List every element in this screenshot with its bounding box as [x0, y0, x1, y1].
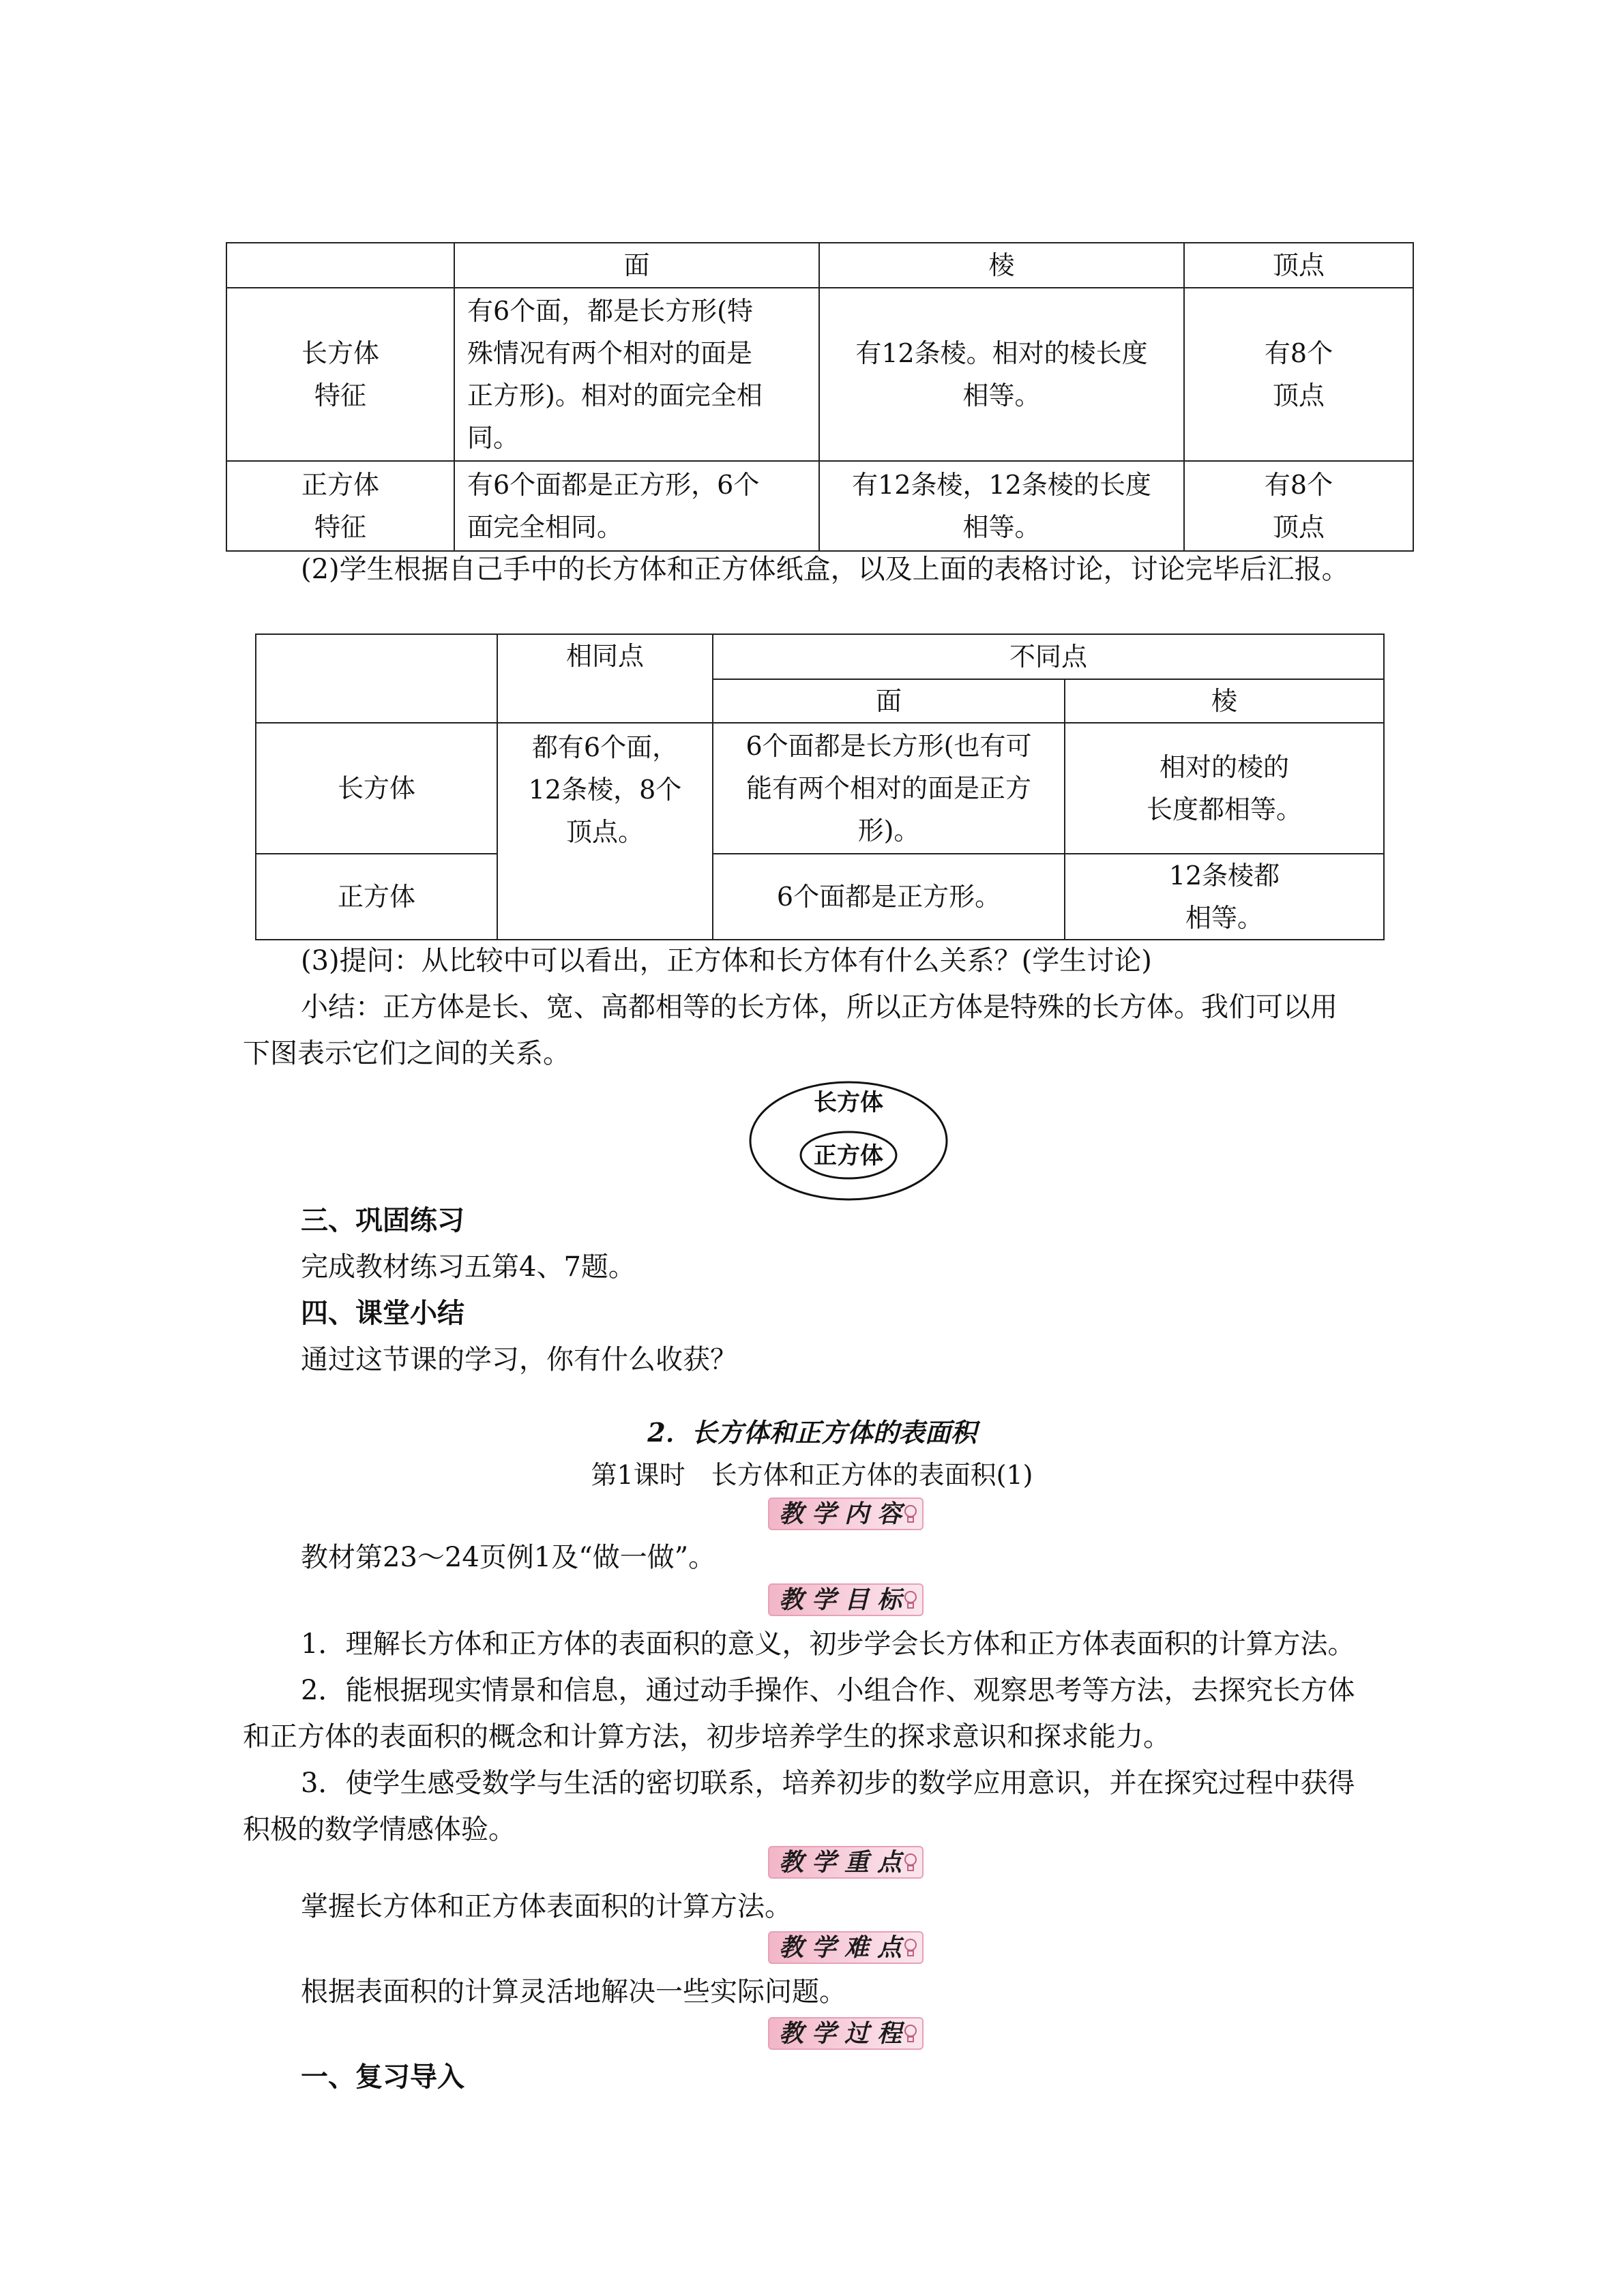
content-text: 教材第23～24页例1及“做一做”。 — [301, 1542, 716, 1573]
lightbulb-icon — [903, 1590, 918, 1611]
table-header-empty — [226, 243, 454, 288]
table-header-face: 面 — [454, 243, 819, 288]
cube-edge-diff: 12条棱都 相等。 — [1065, 854, 1384, 940]
cube-vertex-cell: 有8个 顶点 — [1184, 461, 1413, 551]
venn-outer-label: 长方体 — [814, 1089, 883, 1116]
lightbulb-icon — [903, 1504, 918, 1525]
goal-line-3: 和正方体的表面积的概念和计算方法，初步培养学生的探求意识和探求能力。 — [243, 1721, 1170, 1753]
section-3-title: 三、巩固练习 — [301, 1205, 464, 1236]
same-points-cell: 都有6个面， 12条棱，8个 顶点。 — [497, 723, 713, 940]
row-label-cube: 正方体 — [256, 854, 497, 940]
summary-line-1: 小结：正方体是长、宽、高都相等的长方体，所以正方体是特殊的长方体。我们可以用 — [301, 992, 1338, 1023]
lightbulb-icon — [903, 1853, 918, 1873]
badge-teaching-goals: 教学目标 — [768, 1583, 924, 1616]
section-3-text: 完成教材练习五第4、7题。 — [301, 1251, 636, 1283]
key-text: 掌握长方体和正方体表面积的计算方法。 — [301, 1891, 792, 1922]
relationship-diagram — [746, 1076, 951, 1206]
badge-teaching-key: 教学重点 — [768, 1846, 924, 1879]
summary-line-2: 下图表示它们之间的关系。 — [243, 1038, 570, 1069]
lesson-title: 2．长方体和正方体的表面积 — [647, 1417, 977, 1448]
header-edge: 棱 — [1065, 679, 1384, 723]
section-4-title: 四、课堂小结 — [301, 1298, 464, 1329]
cube-face-diff: 6个面都是正方形。 — [713, 854, 1065, 940]
table2-corner — [256, 634, 497, 723]
cube-edge-cell: 有12条棱，12条棱的长度 相等。 — [819, 461, 1184, 551]
lesson-subtitle: 第1课时 长方体和正方体的表面积(1) — [591, 1460, 1033, 1490]
table-header-edge: 棱 — [819, 243, 1184, 288]
badge-teaching-content: 教学内容 — [768, 1497, 924, 1530]
comparison-table — [255, 633, 1385, 940]
paragraph-step-2: (2)学生根据自己手中的长方体和正方体纸盒，以及上面的表格讨论，讨论完毕后汇报。 — [301, 554, 1349, 585]
header-face: 面 — [713, 679, 1065, 723]
features-table — [226, 242, 1414, 552]
goal-line-1: 1．理解长方体和正方体的表面积的意义，初步学会长方体和正方体表面积的计算方法。 — [301, 1628, 1355, 1660]
lightbulb-icon — [903, 1938, 918, 1958]
venn-inner-label: 正方体 — [814, 1142, 883, 1169]
paragraph-step-3: (3)提问：从比较中可以看出，正方体和长方体有什么关系？(学生讨论) — [301, 945, 1152, 976]
row-label-cuboid: 长方体 — [256, 723, 497, 854]
row-label-cube: 正方体 特征 — [226, 461, 454, 551]
header-diff: 不同点 — [713, 634, 1384, 679]
row-label-cuboid: 长方体 特征 — [226, 288, 454, 461]
header-same: 相同点 — [497, 634, 713, 723]
lightbulb-icon — [903, 2024, 918, 2044]
cuboid-edge-cell: 有12条棱。相对的棱长度 相等。 — [819, 288, 1184, 461]
cuboid-edge-diff: 相对的棱的 长度都相等。 — [1065, 723, 1384, 854]
cuboid-face-diff: 6个面都是长方形(也有可 能有两个相对的面是正方 形)。 — [713, 723, 1065, 854]
section-1-title: 一、复习导入 — [301, 2061, 464, 2093]
cuboid-face-cell: 有6个面，都是长方形(特 殊情况有两个相对的面是 正方形)。相对的面完全相 同。 — [454, 288, 819, 461]
table-header-vertex: 顶点 — [1184, 243, 1413, 288]
goal-line-5: 积极的数学情感体验。 — [243, 1814, 516, 1845]
difficulty-text: 根据表面积的计算灵活地解决一些实际问题。 — [301, 1976, 846, 2008]
goal-line-4: 3．使学生感受数学与生活的密切联系，培养初步的数学应用意识，并在探究过程中获得 — [301, 1768, 1355, 1799]
section-4-text: 通过这节课的学习，你有什么收获？ — [301, 1344, 737, 1375]
cuboid-vertex-cell: 有8个 顶点 — [1184, 288, 1413, 461]
cube-face-cell: 有6个面都是正方形，6个 面完全相同。 — [454, 461, 819, 551]
badge-teaching-process: 教学过程 — [768, 2017, 924, 2050]
badge-teaching-difficulty: 教学难点 — [768, 1931, 924, 1964]
goal-line-2: 2．能根据现实情景和信息，通过动手操作、小组合作、观察思考等方法，去探究长方体 — [301, 1675, 1355, 1706]
